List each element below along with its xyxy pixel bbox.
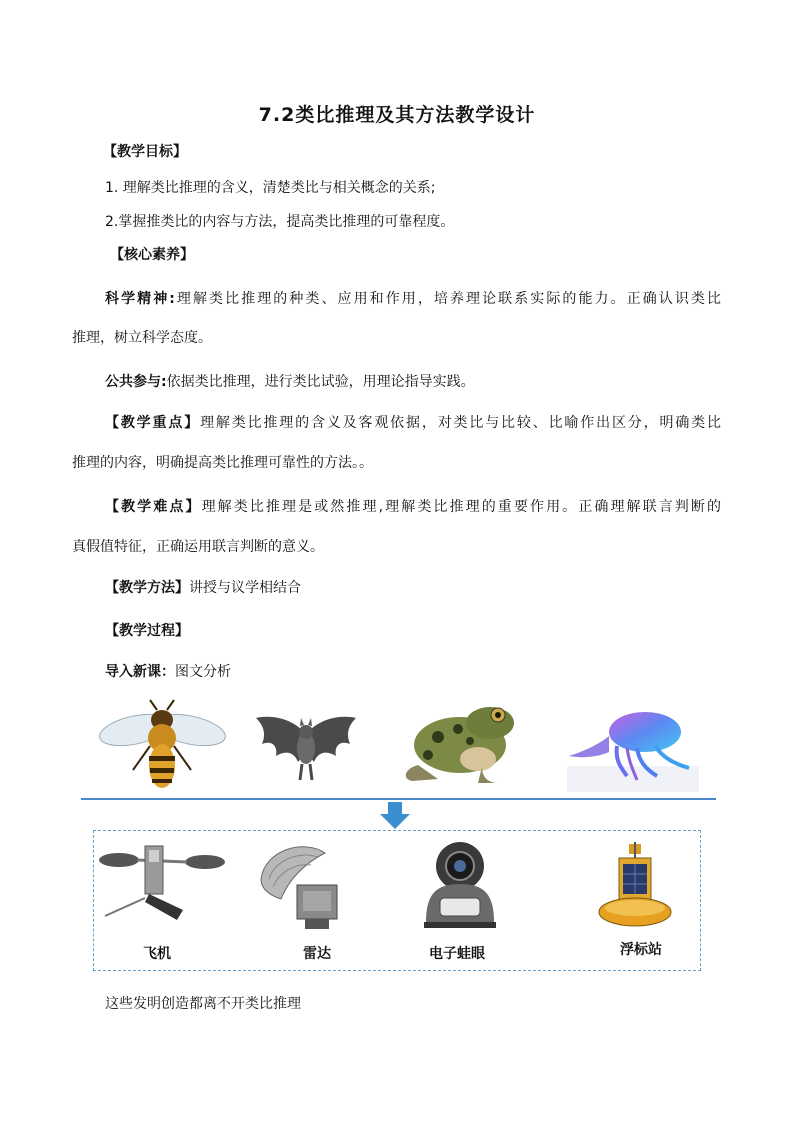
science-spirit-line-2: 推理，树立科学态度。 [72, 330, 212, 346]
caption-buoy-station: 浮标站 [620, 942, 662, 958]
intro-label: 导入新课： [105, 664, 175, 680]
jellyfish-image [567, 706, 699, 792]
difficulties-line-1: 【教学难点】理解类比推理是或然推理,理解类比推理的重要作用。正确理解联言判断的 [105, 499, 721, 515]
objective-item-2: 2.掌握推类比的内容与方法，提高类比推理的可靠程度。 [105, 214, 455, 230]
key-points-label: 【教学重点】 [105, 415, 201, 431]
caption-aircraft: 飞机 [143, 946, 171, 962]
caption-electronic-frog-eye: 电子蛙眼 [429, 946, 485, 962]
methods-label: 【教学方法】 [105, 580, 189, 596]
bee-image [95, 698, 230, 793]
arrow-down-icon [378, 802, 412, 830]
electronic-frog-eye-image [418, 840, 502, 930]
public-participation: 公共参与:依据类比推理，进行类比试验，用理论指导实践。 [105, 374, 475, 390]
key-points-line-2: 推理的内容，明确提高类比推理可靠性的方法。。 [72, 455, 373, 471]
methods-line: 【教学方法】讲授与议学相结合 [105, 580, 301, 596]
bat-image [254, 712, 358, 784]
aircraft-image [97, 840, 227, 924]
closing-text: 这些发明创造都离不开类比推理 [105, 996, 301, 1012]
science-spirit-line-1: 科学精神:理解类比推理的种类、应用和作用，培养理论联系实际的能力。正确认识类比 [105, 291, 721, 307]
caption-radar: 雷达 [303, 946, 331, 962]
science-spirit-label: 科学精神: [105, 291, 175, 307]
frog-image [398, 697, 522, 785]
intro-line: 导入新课：图文分析 [105, 664, 231, 680]
literacy-heading: 【核心素养】 [110, 247, 194, 263]
page-title: 7.2类比推理及其方法教学设计 [258, 104, 536, 126]
difficulties-line-2: 真假值特征，正确运用联言判断的意义。 [72, 539, 324, 555]
difficulties-label: 【教学难点】 [105, 499, 202, 515]
process-heading: 【教学过程】 [105, 623, 189, 639]
divider-line [81, 798, 716, 800]
objectives-heading: 【教学目标】 [103, 144, 187, 160]
radar-image [255, 839, 351, 931]
objective-item-1: 1. 理解类比推理的含义，清楚类比与相关概念的关系; [105, 180, 436, 196]
buoy-station-image [595, 842, 675, 932]
key-points-line-1: 【教学重点】理解类比推理的含义及客观依据，对类比与比较、比喻作出区分，明确类比 [105, 415, 722, 431]
public-participation-label: 公共参与: [105, 374, 167, 390]
